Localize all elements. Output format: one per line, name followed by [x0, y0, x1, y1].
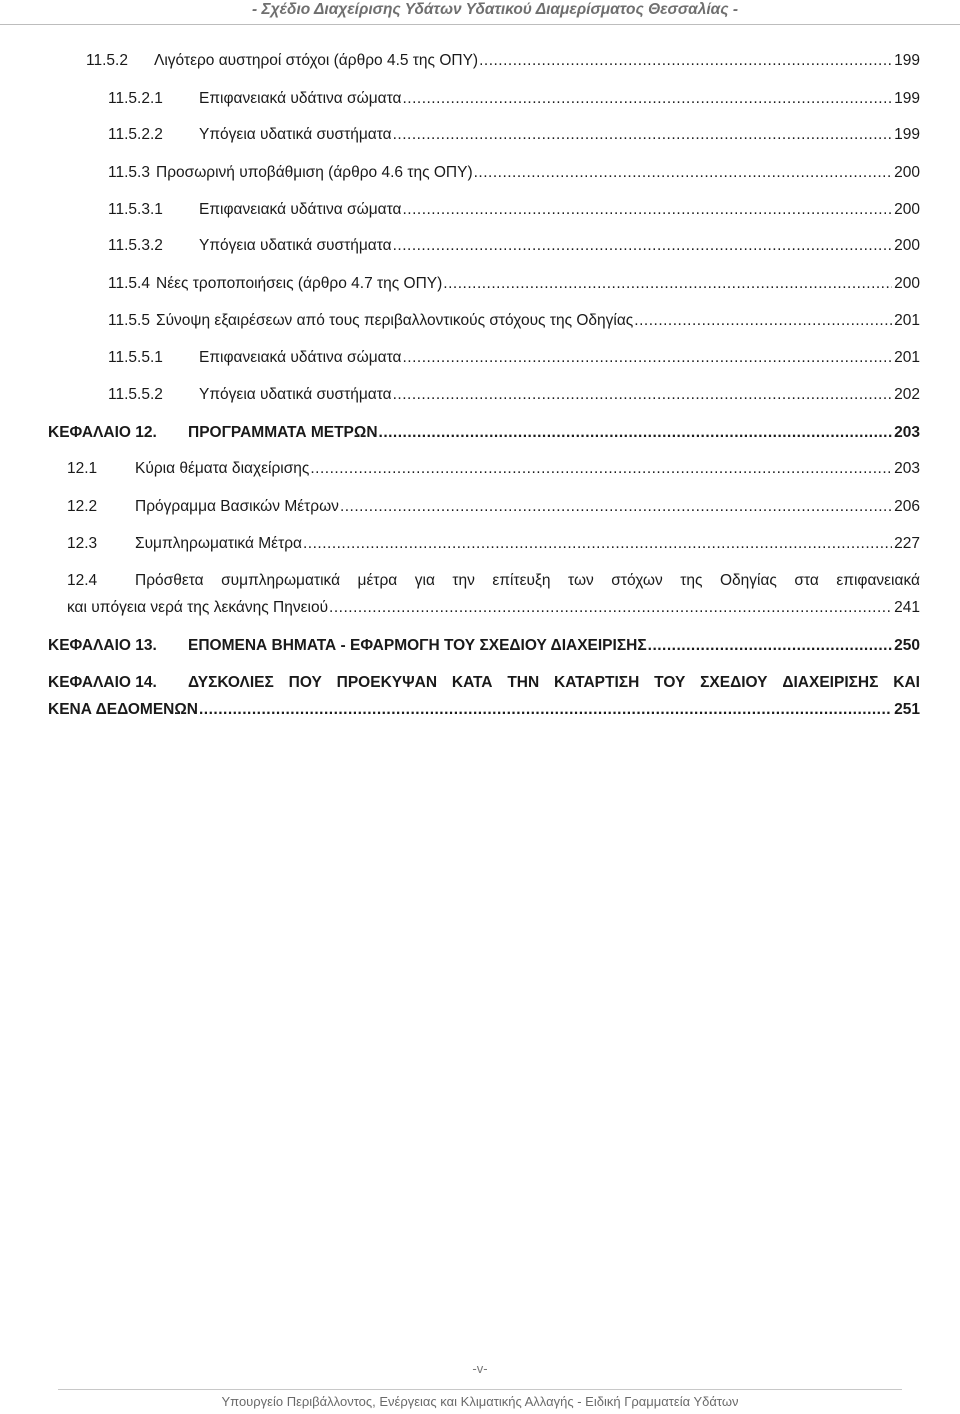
toc-entry-12-4-line2[interactable] — [67, 597, 920, 619]
toc-page-number: 203 — [894, 424, 920, 441]
toc-leader-dots — [479, 50, 892, 72]
header-divider — [0, 24, 960, 25]
toc-leader-dots — [402, 347, 892, 369]
toc-title-word: ΣΧΕΔΙΟΥ — [700, 674, 768, 691]
toc-number: 11.5.5 — [108, 312, 150, 329]
footer-ministry: Υπουργείο Περιβάλλοντος, Ενέργειας και Κλιματικής Αλλαγής - Ειδική Γραμματεία Υδάτων — [221, 1394, 739, 1409]
toc-number: 12.3 — [67, 535, 98, 552]
footer-divider — [58, 1389, 902, 1390]
toc-entry-11-5-5-2[interactable] — [108, 384, 920, 406]
toc-entry-11-5-3-1[interactable] — [108, 199, 920, 221]
toc-leader-dots — [648, 635, 892, 657]
toc-entry-11-5-5-1[interactable] — [108, 347, 920, 369]
toc-leader-dots — [402, 199, 892, 221]
toc-leader-dots — [199, 699, 892, 721]
toc-title: Πρόγραμμα Βασικών Μέτρων — [135, 498, 339, 515]
toc-title-word: ΠΡΟΕΚΥΨΑΝ — [336, 674, 438, 691]
toc-number: 12.2 — [67, 498, 98, 515]
toc-number: 11.5.3.2 — [108, 237, 163, 254]
toc-number: ΚΕΦΑΛΑΙΟ 13. — [48, 637, 157, 654]
toc-page-number: 250 — [894, 637, 920, 654]
toc-leader-dots — [340, 496, 892, 518]
toc-leader-dots — [393, 124, 893, 146]
toc-entry-11-5-2-1[interactable] — [108, 88, 920, 110]
toc-entry-12-1[interactable] — [67, 458, 920, 480]
toc-entry-11-5-5[interactable] — [108, 310, 920, 332]
toc-page-number: 200 — [894, 164, 920, 181]
toc-entry-11-5-2-2[interactable] — [108, 124, 920, 146]
toc-page-number: 201 — [894, 349, 920, 366]
toc-entry-11-5-3-2[interactable] — [108, 235, 920, 257]
toc-title: Κύρια θέματα διαχείρισης — [135, 460, 310, 477]
toc-page-number: 200 — [894, 237, 920, 254]
toc-title-word: ΠΟΥ — [288, 674, 322, 691]
toc-title-continued: και υπόγεια νερά της λεκάνης Πηνειού — [67, 599, 329, 616]
header-title: - Σχέδιο Διαχείρισης Υδάτων Υδατικού Διαμερίσματος Θεσσαλίας - — [252, 1, 738, 18]
toc-number: 11.5.3 — [108, 164, 150, 181]
toc-leader-dots — [393, 235, 893, 257]
toc-entry-12-3[interactable] — [67, 533, 920, 555]
toc-number: 11.5.2.2 — [108, 126, 163, 143]
toc-page-number: 206 — [894, 498, 920, 515]
toc-entry-11-5-3[interactable] — [108, 162, 920, 184]
toc-title-word: ΚΑΤΑ — [451, 674, 493, 691]
toc-title: Λιγότερο αυστηροί στόχοι (άρθρο 4.5 της ΟΠΥ) — [154, 52, 479, 69]
toc-leader-dots — [402, 88, 892, 110]
toc-number: 12.1 — [67, 460, 98, 477]
toc-entry-11-5-4[interactable] — [108, 273, 920, 295]
toc-number: ΚΕΦΑΛΑΙΟ 12. — [48, 424, 157, 441]
toc-title: ΠΡΟΓΡΑΜΜΑΤΑ ΜΕΤΡΩΝ — [188, 424, 378, 441]
toc-entry-chapter-12[interactable] — [48, 422, 920, 444]
toc-number: 11.5.5.1 — [108, 349, 163, 366]
toc-number: 11.5.5.2 — [108, 386, 163, 403]
toc-number: 11.5.2.1 — [108, 90, 163, 107]
toc-entry-12-2[interactable] — [67, 496, 920, 518]
toc-page-number: 202 — [894, 386, 920, 403]
toc-page-number: 199 — [894, 90, 920, 107]
toc-title: Επιφανειακά υδάτινα σώματα — [199, 201, 402, 218]
toc-page-number: 200 — [894, 201, 920, 218]
toc-leader-dots — [474, 162, 893, 184]
toc-page-number: 203 — [894, 460, 920, 477]
toc-title-word: ΔΙΑΧΕΙΡΙΣΗΣ — [782, 674, 879, 691]
toc-entry-chapter-13[interactable] — [48, 635, 920, 657]
toc-title: Επιφανειακά υδάτινα σώματα — [199, 349, 402, 366]
toc-leader-dots — [379, 422, 893, 444]
toc-entry-chapter-14-line1[interactable] — [48, 672, 920, 694]
toc-title-word: ΤΟΥ — [654, 674, 686, 691]
toc-leader-dots — [303, 533, 892, 555]
toc-leader-dots — [443, 273, 892, 295]
toc-number: 12.4 — [67, 572, 98, 589]
toc-title-word: ΔΥΣΚΟΛΙΕΣ — [188, 674, 274, 691]
toc-title: Υπόγεια υδατικά συστήματα — [199, 386, 392, 403]
toc-title: ΕΠΟΜΕΝΑ ΒΗΜΑΤΑ - ΕΦΑΡΜΟΓΗ ΤΟΥ ΣΧΕΔΙΟΥ ΔΙΑΧΕΙΡΙΣΗΣ — [188, 637, 647, 654]
toc-title: Σύνοψη εξαιρέσεων από τους περιβαλλοντικούς στόχους της Οδηγίας — [156, 312, 634, 329]
toc-title-word: ΤΗΝ — [507, 674, 540, 691]
toc-entry-12-4-line1[interactable] — [67, 570, 920, 592]
toc-leader-dots — [310, 458, 892, 480]
toc-title: Προσωρινή υποβάθμιση (άρθρο 4.6 της ΟΠΥ) — [156, 164, 473, 181]
toc-title: Υπόγεια υδατικά συστήματα — [199, 126, 392, 143]
toc-page-number: 201 — [894, 312, 920, 329]
toc-title: Επιφανειακά υδάτινα σώματα — [199, 90, 402, 107]
toc-title: Υπόγεια υδατικά συστήματα — [199, 237, 392, 254]
toc-title: Νέες τροποποιήσεις (άρθρο 4.7 της ΟΠΥ) — [156, 275, 443, 292]
toc-leader-dots — [393, 384, 893, 406]
toc-number: 11.5.4 — [108, 275, 150, 292]
toc-title-word: ΚΑΤΑΡΤΙΣΗ — [554, 674, 640, 691]
toc-page-number: 227 — [894, 535, 920, 552]
toc-title — [188, 672, 920, 694]
toc-page-number: 251 — [894, 701, 920, 718]
toc-page-number: 199 — [894, 126, 920, 143]
toc-title-continued: ΚΕΝΑ ΔΕΔΟΜΕΝΩΝ — [48, 701, 198, 718]
toc-leader-dots — [634, 310, 892, 332]
running-header — [0, 0, 960, 24]
toc-entry-chapter-14-line2[interactable] — [48, 699, 920, 721]
toc-number: 11.5.2 — [86, 52, 128, 69]
toc-leader-dots — [329, 597, 892, 619]
toc-page-number: 200 — [894, 275, 920, 292]
page-number: -v- — [472, 1361, 488, 1376]
toc-title: Συμπληρωματικά Μέτρα — [135, 535, 302, 552]
toc-entry-11-5-2[interactable] — [86, 50, 920, 72]
toc-title-word: ΚΑΙ — [893, 674, 920, 691]
toc-title: Πρόσθετα συμπληρωματικά μέτρα για την επίτευξη των στόχων της Οδηγίας στα επιφανειακά — [135, 572, 920, 589]
toc-number: 11.5.3.1 — [108, 201, 163, 218]
toc-page-number: 199 — [894, 52, 920, 69]
toc-number: ΚΕΦΑΛΑΙΟ 14. — [48, 674, 157, 691]
toc-page-number: 241 — [894, 599, 920, 616]
